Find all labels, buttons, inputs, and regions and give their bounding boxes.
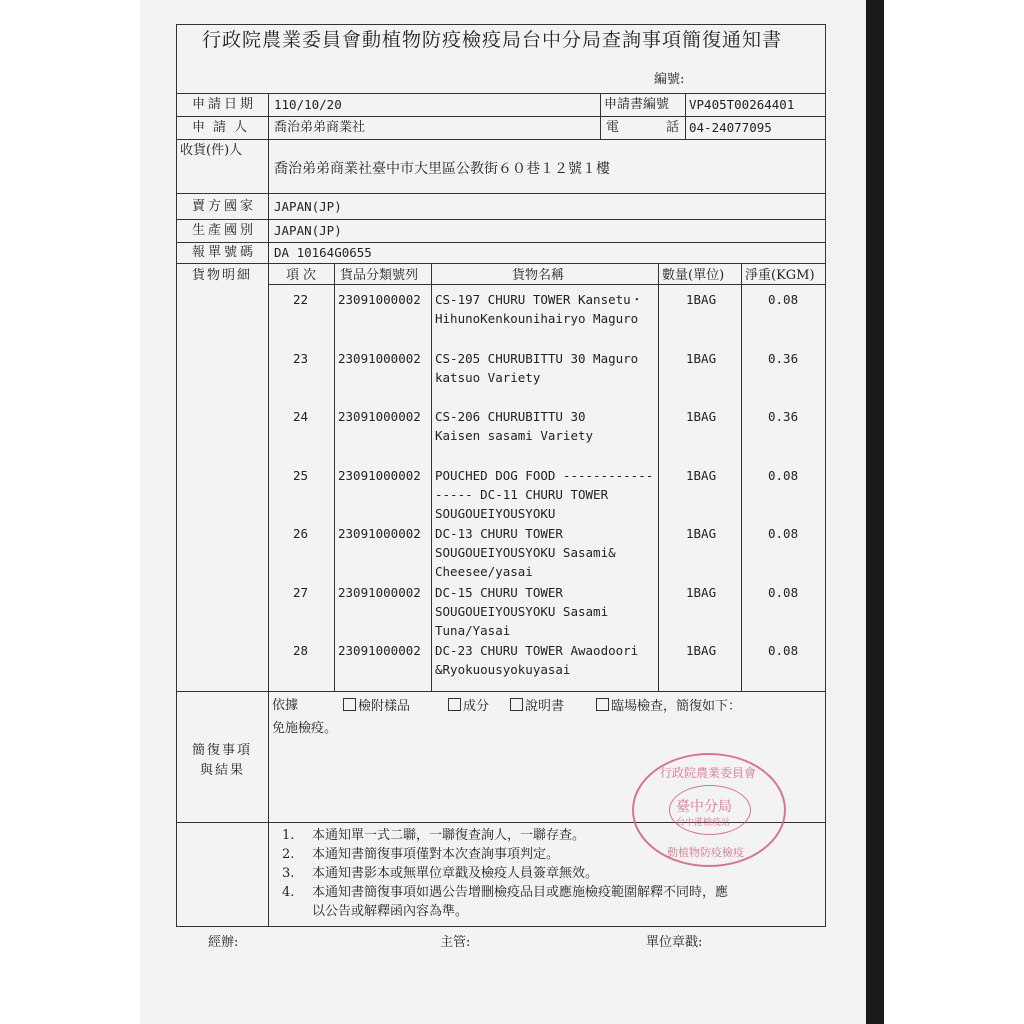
checkbox-ingredients [448, 698, 461, 711]
footer-handler: 經辦: [208, 935, 239, 950]
col-code-header: 貨品分類號列 [340, 268, 419, 283]
row-item: 22 [293, 292, 309, 307]
row-qty: 1BAG [686, 409, 717, 424]
row-weight: 0.36 [768, 409, 799, 424]
note-number: 3. [282, 866, 295, 881]
note-text: 本通知單一式二聯，一聯復查詢人，一聯存查。 [312, 828, 586, 843]
consignee-value: 喬治弟弟商業社臺中市大里區公教街６０巷１２號１樓 [274, 161, 610, 177]
row-name-line1: DC-13 CHURU TOWER [435, 526, 563, 541]
row-item: 25 [293, 468, 309, 483]
phone-value: 04-24077095 [689, 120, 772, 135]
checkbox-sample [343, 698, 356, 711]
apply-no-value: VP405T00264401 [689, 97, 795, 112]
col-item-header: 項次 [286, 268, 321, 283]
row-name-line2: Kaisen sasami Variety [435, 428, 594, 443]
row-name-line1: DC-23 CHURU TOWER Awaodoori [435, 643, 639, 658]
row-code: 23091000002 [338, 351, 421, 366]
declaration-no-value: DA 10164G0655 [274, 245, 372, 260]
page-edge [866, 0, 884, 1024]
phone-label-b: 話 [666, 120, 680, 135]
goods-label: 貨物明細 [192, 268, 253, 283]
checkbox-onsite [596, 698, 609, 711]
consignee-label: 收貨(件)人 [180, 143, 243, 158]
row-name-line3: Cheesee/yasai [435, 564, 533, 579]
checkbox-manual [510, 698, 523, 711]
row-code: 23091000002 [338, 409, 421, 424]
row-weight: 0.36 [768, 351, 799, 366]
basis-label: 依據 [272, 698, 299, 713]
note-text-continued: 以公告或解釋函內容為準。 [312, 904, 469, 919]
origin-country-label: 生產國別 [192, 223, 257, 238]
row-name-line1: CS-206 CHURUBITTU 30 [435, 409, 586, 424]
row-name-line2: SOUGOUEIYOUSYOKU Sasami [435, 604, 609, 619]
row-qty: 1BAG [686, 526, 717, 541]
phone-label-a: 電 [606, 120, 620, 135]
row-name-line1: CS-197 CHURU TOWER Kansetu・ [435, 292, 644, 307]
row-name-line1: DC-15 CHURU TOWER [435, 585, 563, 600]
option-ingredients: 成分 [448, 698, 489, 714]
option-sample: 檢附樣品 [343, 698, 410, 714]
row-weight: 0.08 [768, 643, 799, 658]
apply-no-label: 申請書編號 [604, 97, 670, 112]
row-qty: 1BAG [686, 468, 717, 483]
row-item: 23 [293, 351, 309, 366]
option-manual: 說明書 [510, 698, 564, 714]
footer-supervisor: 主管: [440, 935, 471, 950]
applicant-value: 喬治弟弟商業社 [274, 120, 366, 135]
row-qty: 1BAG [686, 585, 717, 600]
row-code: 23091000002 [338, 292, 421, 307]
row-name-line2: HihunoKenkounihairyo Maguro [435, 311, 639, 326]
row-name-line2: ----- DC-11 CHURU TOWER [435, 487, 609, 502]
row-name-line1: CS-205 CHURUBITTU 30 Maguro [435, 351, 639, 366]
row-name-line3: Tuna/Yasai [435, 623, 511, 638]
row-item: 26 [293, 526, 309, 541]
row-name-line2: &Ryokuousyokuyasai [435, 662, 571, 677]
row-weight: 0.08 [768, 292, 799, 307]
result-label-1: 簡復事項 [192, 743, 253, 758]
declaration-no-label: 報單號碼 [192, 245, 257, 260]
note-text: 本通知書影本或無單位章戳及檢疫人員簽章無效。 [312, 866, 599, 881]
result-label-2: 與結果 [200, 763, 246, 778]
row-code: 23091000002 [338, 643, 421, 658]
row-qty: 1BAG [686, 643, 717, 658]
note-text: 本通知書簡復事項如遇公告增刪檢疫品目或應施檢疫範圍解釋不同時，應 [312, 885, 729, 900]
note-number: 2. [282, 847, 295, 862]
row-name-line3: SOUGOUEIYOUSYOKU [435, 506, 556, 521]
col-name-header: 貨物名稱 [512, 268, 565, 283]
official-seal-stamp: 行政院農業委員會 臺中分局 台中港檢疫站 動植物防疫檢疫 [632, 753, 786, 867]
row-qty: 1BAG [686, 292, 717, 307]
row-weight: 0.08 [768, 585, 799, 600]
seller-country-value: JAPAN(JP) [274, 199, 342, 214]
footer-seal: 單位章戳: [646, 935, 703, 950]
option-onsite: 臨場檢查，簡復如下： [596, 698, 741, 714]
row-item: 28 [293, 643, 309, 658]
col-weight-header: 淨重(KGM) [745, 268, 815, 283]
note-number: 4. [282, 885, 295, 900]
row-name-line1: POUCHED DOG FOOD ------------ [435, 468, 654, 483]
row-code: 23091000002 [338, 526, 421, 541]
row-qty: 1BAG [686, 351, 717, 366]
row-name-line2: SOUGOUEIYOUSYOKU Sasami& [435, 545, 616, 560]
row-weight: 0.08 [768, 468, 799, 483]
row-weight: 0.08 [768, 526, 799, 541]
number-label: 編號: [654, 72, 685, 87]
row-code: 23091000002 [338, 585, 421, 600]
seller-country-label: 賣方國家 [192, 199, 257, 214]
row-item: 24 [293, 409, 309, 424]
row-name-line2: katsuo Variety [435, 370, 541, 385]
applicant-label: 申請人 [192, 120, 256, 135]
result-text: 免施檢疫。 [272, 721, 338, 736]
apply-date-value: 110/10/20 [274, 97, 342, 112]
note-text: 本通知書簡復事項僅對本次查詢事項判定。 [312, 847, 560, 862]
document-title: 行政院農業委員會動植物防疫檢疫局台中分局查詢事項簡復通知書 [202, 29, 783, 51]
row-code: 23091000002 [338, 468, 421, 483]
apply-date-label: 申請日期 [192, 97, 257, 112]
note-number: 1. [282, 828, 295, 843]
origin-country-value: JAPAN(JP) [274, 223, 342, 238]
row-item: 27 [293, 585, 309, 600]
col-qty-header: 數量(單位) [662, 268, 725, 283]
